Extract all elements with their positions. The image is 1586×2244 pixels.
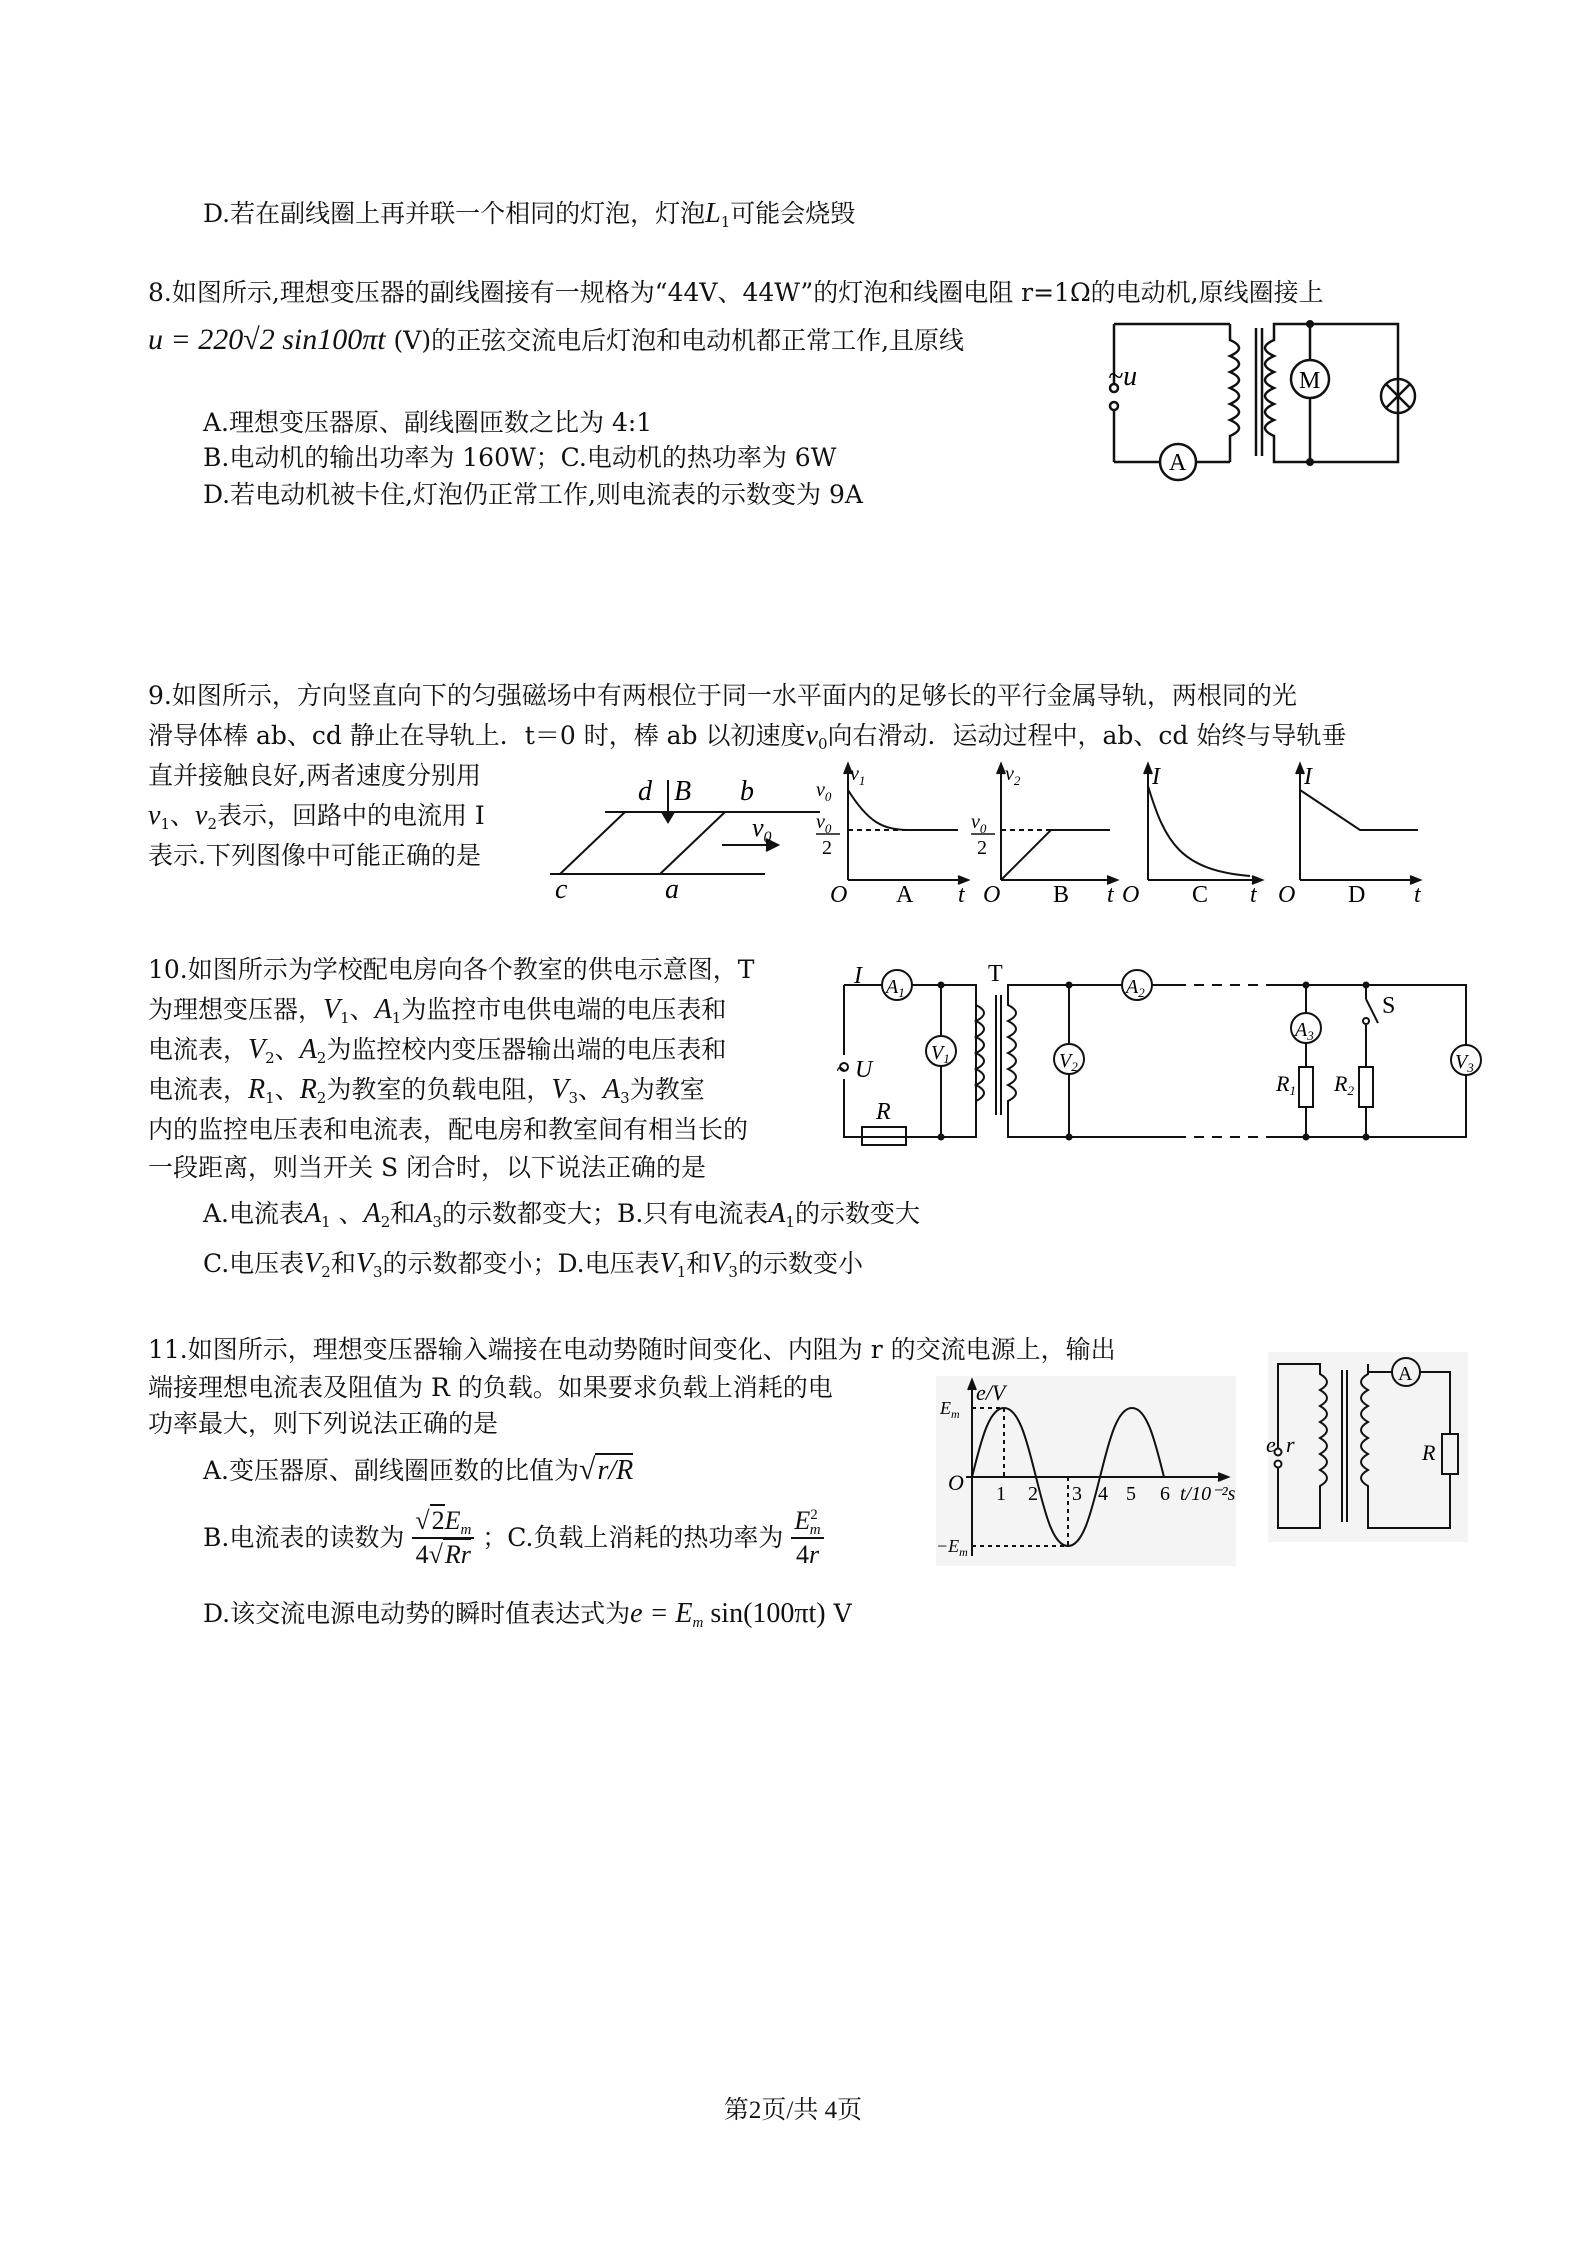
- q11-emf-graph: [936, 1376, 1236, 1566]
- q11-graph-xlabel: t/10⁻²s: [1180, 1483, 1236, 1505]
- q9-stem-line4: $v_1$、$v_2$表示，回路中的电流用 I: [148, 800, 485, 833]
- q9-graph-c-label: C: [1192, 882, 1209, 908]
- q10-label-S: S: [1382, 993, 1396, 1019]
- q10-label-A1: $A_1$: [886, 976, 905, 1000]
- q10-line3: 电流表，$V_2$、$A_2$为监控校内变压器输出端的电压表和: [148, 1034, 727, 1067]
- q9-graph-b: [965, 762, 1125, 907]
- q11-graph-tick-1: 1: [996, 1483, 1006, 1505]
- q11-graph-tick-6: 6: [1160, 1483, 1170, 1505]
- q11-graph-ylabel: e/V: [976, 1380, 1006, 1405]
- q10-option-cd: C.电压表$V_2$和$V_3$的示数都变小；D.电压表$V_1$和$V_3$的示数变小: [203, 1248, 863, 1281]
- q11-transformer-circuit: [1268, 1352, 1468, 1542]
- q11-circuit-e: e: [1266, 1432, 1276, 1457]
- q8-option-a: A.理想变压器原、副线圈匝数之比为 4:1: [203, 408, 653, 437]
- q11-option-d: D.该交流电源电动势的瞬时值表达式为$e = E_m$ sin(100πt) V: [203, 1598, 852, 1631]
- q8-stem-line2: u = 220√2 sin100πt (V)的正弦交流电后灯泡和电动机都正常工作,且原线: [148, 323, 965, 356]
- q9-graph-b-t: t: [1107, 882, 1114, 908]
- q10-label-I: I: [854, 963, 862, 989]
- q9-graph-b-ylabel: $v_2$: [1005, 763, 1021, 788]
- q9-stem-line3: 直并接触良好,两者速度分别用: [148, 761, 481, 790]
- q9-stem-line1: 9.如图所示，方向竖直向下的匀强磁场中有两根位于同一水平面内的足够长的平行金属导轨，两根同的光: [148, 681, 1297, 710]
- q11-option-bc: B.电流表的读数为 $\frac{√2E_m}{4√Rr}$ ；C.负载上消耗的热功率为 $\frac{E^2_m}{4r}$: [203, 1505, 824, 1585]
- q11-graph-tick-2: 2: [1028, 1483, 1038, 1505]
- q9-graph-d-ylabel: I: [1304, 764, 1312, 790]
- q8-option-d: D.若电动机被卡住,灯泡仍正常工作,则电流表的示数变为 9A: [203, 480, 863, 509]
- q10-label-U: ~ U: [836, 1057, 873, 1083]
- q10-distribution-circuit: [836, 955, 1476, 1145]
- q9-label-a: a: [665, 874, 679, 905]
- q10-label-R1: R1: [1276, 1071, 1296, 1098]
- q11-stem-line2: 端接理想电流表及阻值为 R 的负载。如果要求负载上消耗的电: [148, 1373, 833, 1402]
- q8-source-label: ~u: [1108, 361, 1138, 392]
- q11-circuit-r: r: [1286, 1432, 1295, 1457]
- q9-label-d: d: [638, 776, 652, 807]
- q9-rails-figure: [550, 770, 830, 905]
- q8-transformer-circuit: [1110, 320, 1410, 480]
- q8-formula: u = 220√2 sin100πt: [148, 323, 386, 356]
- q9-label-B: B: [674, 776, 692, 807]
- q10-label-A3: $A_3$: [1295, 1019, 1314, 1043]
- q11-stem-line3: 功率最大，则下列说法正确的是: [148, 1409, 499, 1438]
- q11-circuit-R: R: [1422, 1440, 1436, 1465]
- q11-graph-origin: O: [948, 1470, 964, 1495]
- q10-line1: 10.如图所示为学校配电房向各个教室的供电示意图，T: [148, 955, 755, 984]
- q9-stem-line5: 表示.下列图像中可能正确的是: [148, 841, 481, 870]
- q9-graph-c-ylabel: I: [1152, 764, 1160, 790]
- q9-graph-d-label: D: [1348, 882, 1366, 908]
- svg-text:2: 2: [822, 837, 832, 859]
- q9-graph-a-label: A: [896, 882, 914, 908]
- q10-label-V2: $V_2$: [1059, 1050, 1078, 1074]
- q8-ammeter-label: A: [1169, 450, 1187, 476]
- q10-label-T: T: [988, 961, 1003, 987]
- q9-graph-c-t: t: [1250, 882, 1257, 908]
- svg-text:v0: $v_0$: [971, 811, 987, 836]
- q11-graph-tick-5: 5: [1126, 1483, 1136, 1505]
- q10-line5: 内的监控电压表和电流表，配电房和教室间有相当长的: [148, 1115, 749, 1144]
- q9-graph-a-ylabel: $v_1$: [850, 763, 866, 788]
- q11-circuit-ammeter: A: [1398, 1363, 1413, 1385]
- q9-graph-a: [808, 762, 978, 907]
- q11-graph-tick-4: 4: [1098, 1483, 1108, 1505]
- q11-option-a: A.变压器原、副线圈匝数的比值为√r/R: [203, 1453, 634, 1486]
- q9-graph-d-origin: O: [1278, 882, 1296, 908]
- q10-label-R2: R2: [1334, 1071, 1354, 1098]
- q9-label-c: c: [555, 874, 568, 905]
- q9-graph-a-t: t: [958, 882, 965, 908]
- q10-line6: 一段距离，则当开关 S 闭合时，以下说法正确的是: [148, 1153, 707, 1182]
- q9-graph-b-label: B: [1053, 882, 1070, 908]
- q10-label-R: R: [876, 1099, 891, 1125]
- q11-graph-neg-em: $-E_m$: [936, 1536, 968, 1559]
- svg-text:2: 2: [977, 837, 987, 859]
- q9-graph-b-origin: O: [983, 882, 1001, 908]
- svg-text:v0: $v_0$: [816, 811, 832, 836]
- q11-graph-em: $E_m$: [940, 1398, 960, 1421]
- q9-graph-a-ytick-v0: $v_0$: [816, 779, 832, 804]
- q10-line4: 电流表，$R_1$、$R_2$为教室的负载电阻，$V_3$、$A_3$为教室: [148, 1074, 705, 1107]
- q9-graph-d: [1278, 762, 1438, 907]
- q10-label-V1: $V_1$: [931, 1042, 950, 1066]
- q8-motor-label: M: [1299, 368, 1321, 394]
- q9-label-v0: $v_0$: [752, 813, 772, 846]
- q10-option-ab: A.电流表$A_1$ 、$A_2$和$A_3$的示数都变大；B.只有电流表$A_1$的示数变大: [203, 1198, 920, 1231]
- q9-label-b: b: [740, 776, 754, 807]
- q8-option-bc: B.电动机的输出功率为 160W；C.电动机的热功率为 6W: [203, 443, 837, 472]
- q9-graph-d-t: t: [1414, 882, 1421, 908]
- q9-graph-a-origin: O: [830, 882, 848, 908]
- q7-option-d: D.若在副线圈上再并联一个相同的灯泡，灯泡$L_1$可能会烧毁: [203, 198, 856, 231]
- q10-label-A2: $A_2$: [1126, 976, 1145, 1000]
- q9-stem-line2: 滑导体棒 ab、cd 静止在导轨上．t＝0 时，棒 ab 以初速度$v_0$向右滑动．运动过程中，ab、cd 始终与导轨垂: [148, 720, 1347, 753]
- page-footer: 第2页/共 4页: [723, 2097, 863, 2124]
- q11-graph-tick-3: 3: [1072, 1483, 1082, 1505]
- q10-line2: 为理想变压器，$V_1$、$A_1$为监控市电供电端的电压表和: [148, 994, 727, 1027]
- q9-graph-c: [1120, 762, 1270, 907]
- q9-graph-c-origin: O: [1122, 882, 1140, 908]
- q8-stem-line1: 8.如图所示,理想变压器的副线圈接有一规格为“44V、44W”的灯泡和线圈电阻 r=1Ω的电动机,原线圈接上: [148, 278, 1324, 307]
- q10-label-V3: $V_3$: [1455, 1051, 1474, 1075]
- q11-stem-line1: 11.如图所示，理想变压器输入端接在电动势随时间变化、内阻为 r 的交流电源上，输出: [148, 1335, 1116, 1364]
